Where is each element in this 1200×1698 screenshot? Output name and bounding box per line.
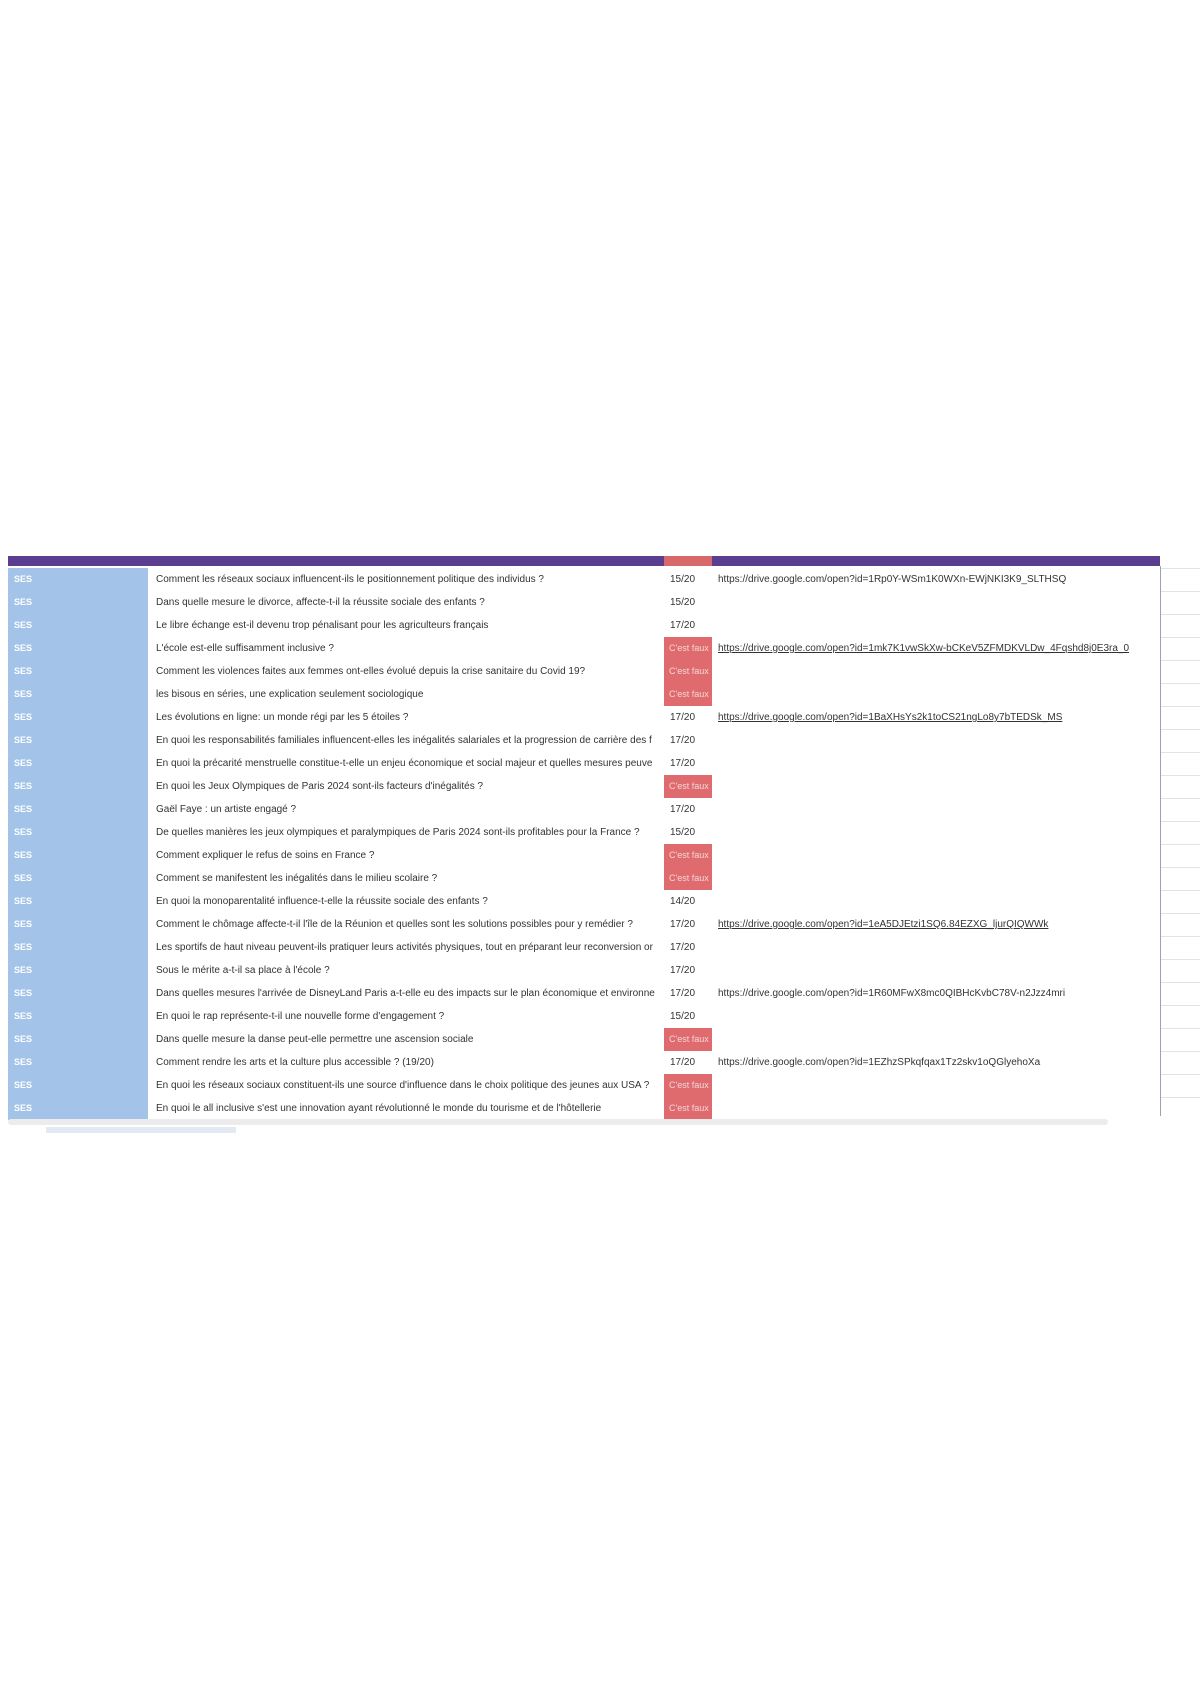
question-cell[interactable]: En quoi la précarité menstruelle constitue-t-elle un enjeu économique et social majeur et quelles mesures peuve	[156, 758, 653, 769]
table-row[interactable]	[8, 1005, 1160, 1028]
missing-grade-cell[interactable]: C'est faux	[664, 637, 712, 660]
table-row[interactable]	[8, 729, 1160, 752]
grade-cell[interactable]: 17/20	[670, 988, 696, 999]
table-row[interactable]	[8, 614, 1160, 637]
link-cell[interactable]	[718, 867, 1160, 890]
table-row[interactable]	[8, 568, 1160, 591]
grade-cell[interactable]: 17/20	[670, 919, 696, 930]
link-cell[interactable]	[718, 936, 1160, 959]
link-cell[interactable]	[718, 660, 1160, 683]
header-row	[8, 556, 1160, 566]
subject-cell[interactable]: SES	[8, 637, 148, 660]
gridline	[1161, 913, 1200, 914]
subject-cell[interactable]: SES	[8, 959, 148, 982]
link-cell[interactable]	[718, 614, 1160, 637]
gridline	[1161, 798, 1200, 799]
question-cell[interactable]: Le libre échange est-il devenu trop pénalisant pour les agriculteurs français	[156, 620, 489, 631]
link-cell[interactable]	[718, 821, 1160, 844]
subject-cell[interactable]: SES	[8, 775, 148, 798]
missing-grade-cell[interactable]: C'est faux	[664, 844, 712, 867]
subject-cell[interactable]: SES	[8, 1051, 148, 1074]
link-cell[interactable]	[718, 1074, 1160, 1097]
link-cell[interactable]	[718, 775, 1160, 798]
gridline	[1161, 867, 1200, 868]
link-cell[interactable]: https://drive.google.com/open?id=1eA5DJEtzi1SQ6.84EZXG_ljurQIQWWk	[718, 919, 1049, 930]
link-cell[interactable]	[718, 752, 1160, 775]
subject-cell[interactable]: SES	[8, 821, 148, 844]
subject-cell[interactable]: SES	[8, 706, 148, 729]
gridline	[1161, 568, 1200, 569]
gridline	[1161, 591, 1200, 592]
question-cell[interactable]: Sous le mérite a-t-il sa place à l'école ?	[156, 965, 330, 976]
question-cell[interactable]: En quoi les responsabilités familiales influencent-elles les inégalités salariales et la progression de carrière des f	[156, 735, 652, 746]
gridline	[1161, 1097, 1200, 1098]
link-cell[interactable]	[718, 591, 1160, 614]
question-cell[interactable]: Comment les violences faites aux femmes ont-elles évolué depuis la crise sanitaire du Covid 19?	[156, 666, 586, 677]
question-cell[interactable]: Comment rendre les arts et la culture plus accessible ? (19/20)	[156, 1057, 434, 1068]
subject-cell[interactable]: SES	[8, 982, 148, 1005]
link-cell[interactable]	[718, 890, 1160, 913]
missing-grade-cell[interactable]: C'est faux	[664, 775, 712, 798]
subject-cell[interactable]: SES	[8, 683, 148, 706]
subject-cell[interactable]: SES	[8, 591, 148, 614]
missing-grade-cell[interactable]: C'est faux	[664, 1074, 712, 1097]
table-row[interactable]	[8, 982, 1160, 1005]
table-row[interactable]	[8, 660, 1160, 683]
gridline	[1161, 936, 1200, 937]
question-cell[interactable]: Comment se manifestent les inégalités dans le milieu scolaire ?	[156, 873, 438, 884]
subject-cell[interactable]: SES	[8, 660, 148, 683]
subject-cell[interactable]: SES	[8, 568, 148, 591]
gridline	[1161, 775, 1200, 776]
table-row[interactable]	[8, 844, 1160, 867]
question-cell[interactable]: Gaël Faye : un artiste engagé ?	[156, 804, 297, 815]
question-cell[interactable]: Dans quelles mesures l'arrivée de DisneyLand Paris a-t-elle eu des impacts sur le plan économique et environne	[156, 988, 655, 999]
table-row[interactable]	[8, 936, 1160, 959]
link-cell[interactable]: https://drive.google.com/open?id=1R60MFwX8mc0QIBHcKvbC78V-n2Jzz4mri	[718, 988, 1066, 999]
table-row[interactable]	[8, 959, 1160, 982]
horizontal-scrollbar[interactable]	[8, 1119, 1108, 1125]
table-row[interactable]	[8, 706, 1160, 729]
table-row[interactable]	[8, 867, 1160, 890]
table-row[interactable]	[8, 913, 1160, 936]
gridline	[1161, 959, 1200, 960]
question-cell[interactable]: Comment le chômage affecte-t-il l'île de la Réunion et quelles sont les solutions possibles pour y remédier ?	[156, 919, 633, 930]
question-cell[interactable]: De quelles manières les jeux olympiques et paralympiques de Paris 2024 sont-ils profitables pour la France ?	[156, 827, 640, 838]
question-cell[interactable]: En quoi les Jeux Olympiques de Paris 2024 sont-ils facteurs d'inégalités ?	[156, 781, 484, 792]
table-row[interactable]	[8, 683, 1160, 706]
link-cell[interactable]: https://drive.google.com/open?id=1BaXHsYs2k1toCS21ngLo8y7bTEDSk_MS	[718, 712, 1063, 723]
question-cell[interactable]: Comment les réseaux sociaux influencent-ils le positionnement politique des individus ?	[156, 574, 544, 585]
grade-cell[interactable]: 17/20	[670, 1057, 696, 1068]
subject-cell[interactable]: SES	[8, 1005, 148, 1028]
table-row[interactable]	[8, 890, 1160, 913]
link-cell[interactable]	[718, 959, 1160, 982]
missing-grade-cell[interactable]: C'est faux	[664, 1028, 712, 1051]
grade-cell[interactable]: 17/20	[670, 965, 696, 976]
link-cell[interactable]	[718, 798, 1160, 821]
table-row[interactable]	[8, 1028, 1160, 1051]
table-row[interactable]	[8, 1097, 1160, 1120]
gridline	[1161, 982, 1200, 983]
grade-cell[interactable]: 17/20	[670, 758, 696, 769]
link-cell[interactable]	[718, 1097, 1160, 1120]
subject-cell[interactable]: SES	[8, 890, 148, 913]
table-row[interactable]	[8, 1074, 1160, 1097]
table-row[interactable]	[8, 798, 1160, 821]
gridline	[1161, 614, 1200, 615]
missing-grade-cell[interactable]: C'est faux	[664, 683, 712, 706]
question-cell[interactable]: L'école est-elle suffisamment inclusive ?	[156, 643, 334, 654]
subject-cell[interactable]: SES	[8, 913, 148, 936]
subject-cell[interactable]: SES	[8, 798, 148, 821]
table-row[interactable]	[8, 637, 1160, 660]
subject-cell[interactable]: SES	[8, 867, 148, 890]
question-cell[interactable]: Comment expliquer le refus de soins en France ?	[156, 850, 375, 861]
subject-cell[interactable]: SES	[8, 752, 148, 775]
gridline	[1161, 844, 1200, 845]
missing-grade-cell[interactable]: C'est faux	[664, 1097, 712, 1120]
link-cell[interactable]	[718, 729, 1160, 752]
subject-cell[interactable]: SES	[8, 936, 148, 959]
question-cell[interactable]: Dans quelle mesure la danse peut-elle permettre une ascension sociale	[156, 1034, 474, 1045]
question-cell[interactable]: En quoi les réseaux sociaux constituent-ils une source d'influence dans le choix politique des jeunes aux USA ?	[156, 1080, 650, 1091]
gridline	[1161, 1028, 1200, 1029]
link-cell[interactable]	[718, 683, 1160, 706]
question-cell[interactable]: En quoi la monoparentalité influence-t-elle la réussite sociale des enfants ?	[156, 896, 488, 907]
table-row[interactable]	[8, 591, 1160, 614]
gridline	[1161, 706, 1200, 707]
grade-cell[interactable]: 15/20	[670, 827, 696, 838]
grade-cell[interactable]: 15/20	[670, 1011, 696, 1022]
spreadsheet	[8, 556, 1200, 1129]
subject-cell[interactable]: SES	[8, 614, 148, 637]
link-cell[interactable]	[718, 1028, 1160, 1051]
link-cell[interactable]	[718, 844, 1160, 867]
subject-cell[interactable]: SES	[8, 844, 148, 867]
question-cell[interactable]: Dans quelle mesure le divorce, affecte-t-il la réussite sociale des enfants ?	[156, 597, 485, 608]
question-cell[interactable]: les bisous en séries, une explication seulement sociologique	[156, 689, 424, 700]
grade-cell[interactable]: 17/20	[670, 804, 696, 815]
grade-cell[interactable]: 15/20	[670, 597, 696, 608]
subject-cell[interactable]: SES	[8, 1097, 148, 1120]
subject-cell[interactable]: SES	[8, 1074, 148, 1097]
missing-grade-cell[interactable]: C'est faux	[664, 867, 712, 890]
gridline	[1161, 729, 1200, 730]
table-row[interactable]	[8, 752, 1160, 775]
gridline	[1161, 1005, 1200, 1006]
gridline	[1161, 1051, 1200, 1052]
gridline	[1161, 752, 1200, 753]
question-cell[interactable]: En quoi le all inclusive s'est une innovation ayant révolutionné le monde du tourisme et de l'hôtellerie	[156, 1103, 602, 1114]
gridline	[1161, 683, 1200, 684]
table-row[interactable]	[8, 821, 1160, 844]
table-row[interactable]	[8, 775, 1160, 798]
gridline	[1161, 637, 1200, 638]
gridline	[1161, 1074, 1200, 1075]
link-cell[interactable]	[718, 1005, 1160, 1028]
question-cell[interactable]: En quoi le rap représente-t-il une nouvelle forme d'engagement ?	[156, 1011, 445, 1022]
table-row[interactable]	[8, 1051, 1160, 1074]
gridline	[1161, 821, 1200, 822]
link-cell[interactable]: https://drive.google.com/open?id=1mk7K1vwSkXw-bCKeV5ZFMDKVLDw_4Fqshd8j0E3ra_0	[718, 643, 1130, 654]
grade-cell[interactable]: 15/20	[670, 574, 696, 585]
link-cell[interactable]: https://drive.google.com/open?id=1EZhzSPkqfqax1Tz2skv1oQGlyehoXa	[718, 1057, 1041, 1068]
empty-grid-area	[1161, 566, 1200, 1116]
subject-cell[interactable]: SES	[8, 1028, 148, 1051]
grade-cell[interactable]: 17/20	[670, 712, 696, 723]
subject-cell[interactable]: SES	[8, 729, 148, 752]
grade-cell[interactable]: 17/20	[670, 620, 696, 631]
gridline	[1161, 660, 1200, 661]
grade-cell[interactable]: 14/20	[670, 896, 696, 907]
header-grade-column	[664, 556, 712, 566]
question-cell[interactable]: Les évolutions en ligne: un monde régi par les 5 étoiles ?	[156, 712, 409, 723]
table-body	[8, 568, 1160, 1120]
grade-cell[interactable]: 17/20	[670, 942, 696, 953]
question-cell[interactable]: Les sportifs de haut niveau peuvent-ils pratiquer leurs activités physiques, tout en préparant leur reconversion or	[156, 942, 653, 953]
link-cell[interactable]: https://drive.google.com/open?id=1Rp0Y-WSm1K0WXn-EWjNKI3K9_SLTHSQ	[718, 574, 1067, 585]
gridline	[1161, 890, 1200, 891]
missing-grade-cell[interactable]: C'est faux	[664, 660, 712, 683]
grade-cell[interactable]: 17/20	[670, 735, 696, 746]
sheet-tab-strip[interactable]	[46, 1127, 236, 1133]
